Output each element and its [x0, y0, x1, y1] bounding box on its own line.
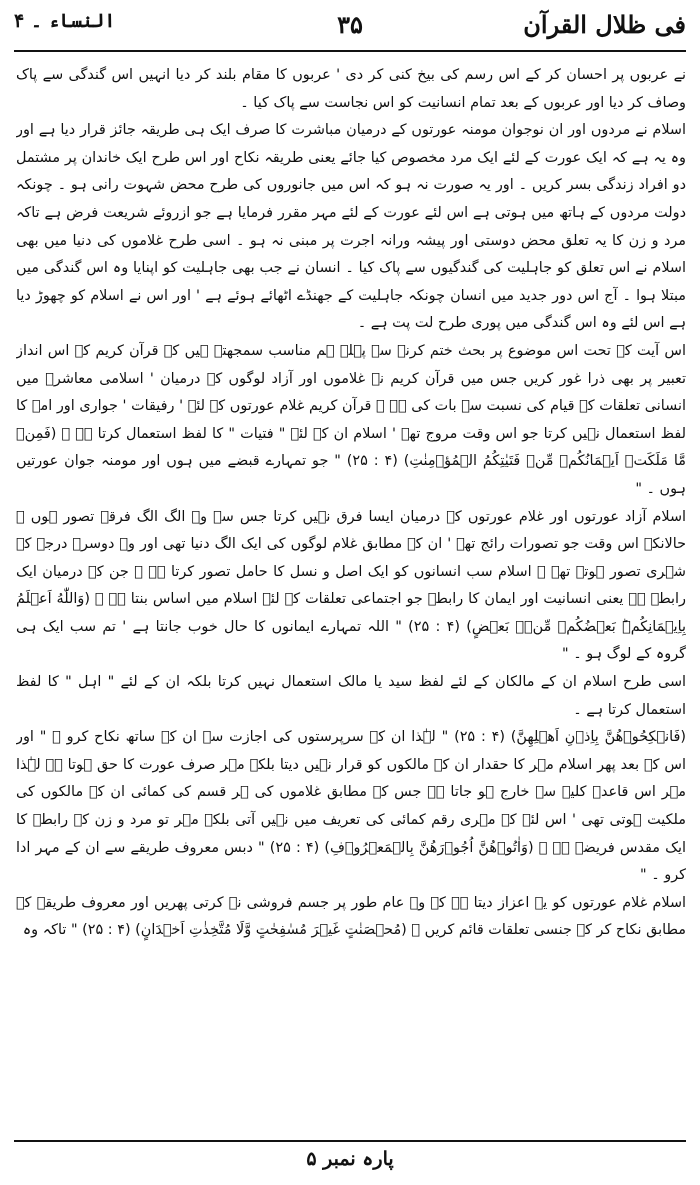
body-text — [16, 62, 686, 1130]
paragraph: (فَانۡكِحُوۡهُنَّ بِاِذۡنِ اَهۡلِهِنَّ) (۴ : ۲۵) " لہٰذا ان کے سرپرستوں کی اجازت سے ان کے ساتھ نکاح کرو ۔ " اور اس کے بعد پھر اسلام مہر کا حقدار ان کے مالکوں کو قرار نہیں دیتا بلکہ مہر صرف عورت کا حق ہوتا ہے لہٰذا مہر اس قاعدہ کلیہ سے خارج ہو جاتا ہے جس کے مطابق غلاموں کی ہر قسم کی کمائی ان کے مالکوں کی ملکیت ہوتی تھی ' اس لئے کہ مہری رقم کمائی کی تعریف میں نہیں آتی بلکہ مہر تو مرد و زن کے رابطے کا ایک مقدس فریضہ ہے ۔ (وَاٰتُوۡهُنَّ اُجُوۡرَهُنَّ بِالۡمَعۡرُوۡفِ) (۴ : ۲۵) " دبس معروف طریقے سے ان کے مہر ادا کرو ۔ " — [16, 729, 686, 884]
paragraph: نے عربوں پر احسان کر کے اس رسم کی بیخ کنی کر دی ' عربوں کا مقام بلند کر دیا انہیں اس گندگی سے پاک وصاف کر دیا اور عربوں کے بعد تمام انسانیت کو اس نجاست سے پاک کیا ۔ — [16, 67, 686, 111]
paragraph: اس آیت کے تحت اس موضوع پر بحث ختم کرنے سے پہلے ہم مناسب سمجھتے ہیں کہ قرآن کریم کے اس انداز تعبیر پر بھی ذرا غور کریں جس میں قرآن کریم نے غلاموں اور آزاد لوگوں کے درمیان ' اسلامی معاشرے میں انسانی تعلقات کے قیام کی نسبت سے بات کی ہے ۔ قرآن کریم غلام عورتوں کے لئے ' رفیقات ' جواری اور امہ کا لفظ استعمال نہیں کرتا جو اس وقت مروج تھے ' اسلام ان کے لئے " فتیات " کا لفظ استعمال کرتا ہے ۔ (فَمِنۡ مَّا مَلَكَتۡ اَيۡمَانُكُمۡ مِّنۡ فَتَيٰتِكُمُ الۡمُؤۡمِنٰتِ) (۴ : ۲۵) " جو تمہارے قبضے میں ہوں اور مومنہ جوان عورتیں ہوں ۔ " — [16, 342, 686, 497]
book-title: فی ظلال القرآن — [523, 10, 686, 39]
page-number: ۳۵ — [337, 10, 363, 39]
surah-name: النساء ۔ ۴ — [14, 10, 116, 32]
footer-divider — [14, 1140, 686, 1142]
para-number: پارہ نمبر ۵ — [306, 1148, 394, 1170]
paragraph: اسلام نے مردوں اور ان نوجوان مومنہ عورتوں کے درمیان مباشرت کا صرف ایک ہی طریقہ جائز قرار دیا ہے اور وہ یہ ہے کہ ایک عورت کے لئے ایک مرد مخصوص کیا جائے یعنی طریقہ نکاح اور اس طرح ایک خاندان پر مشتمل دو افراد زندگی بسر کریں ۔ اور یہ صورت نہ ہو کہ اس میں جانوروں کی طرح محض شہوت رانی ہو ۔ چونکہ دولت مردوں کے ہاتھ میں ہوتی ہے اس لئے عورت کے لئے مہر مقرر فرمایا ہے جو ازروئے شریعت فرض ہے تاکہ مرد و زن کا یہ تعلق محض دوستی اور پیشہ ورانہ اجرت پر مبنی نہ ہو ۔ اسی طرح غلاموں کی دنیا میں بھی اسلام نے اس تعلق کو جاہلیت کی گندگیوں سے پاک کیا ۔ انسان نے جب بھی جاہلیت کو اپنایا وہ اس گندگی میں مبتلا ہوا ۔ آج اس دور جدید میں انسان چونکہ جاہلیت کے جھنڈے اٹھائے ہوئے ہے ' اور اس نے اسلام کو چھوڑ دیا ہے اس لئے وہ اس گندگی میں پوری طرح لت پت ہے ۔ — [16, 122, 686, 332]
paragraph: اسی طرح اسلام ان کے مالکان کے لئے لفظ سید یا مالک استعمال نہیں کرتا بلکہ ان کے لئے " اہل " کا لفظ استعمال کرتا ہے ۔ — [16, 674, 686, 718]
paragraph: اسلام آزاد عورتوں اور غلام عورتوں کے درمیان ایسا فرق نہیں کرتا جس سے وہ الگ الگ فرقے تصور ہوں ۔ حالانکہ اس وقت جو تصورات رائج تھے ' ان کے مطابق غلام لوگوں کی ایک الگ دنیا تھی اور وہ دوسرے درجے کے شہری تصور ہوتے تھے ۔ اسلام سب انسانوں کو ایک اصل و نسل کا حامل تصور کرتا ہے ۔ جن کے درمیان ایک رابطہ ہے یعنی انسانیت اور ایمان کا رابطہ جو اجتماعی تعلقات کے لئے اسلام میں اساس بنتا ہے ۔ (وَاللّٰهُ اَعۡلَمُ بِاِيۡمَانِكُمۡ‌ؕ بَعۡضُكُمۡ مِّنۡۢ بَعۡضٍ) (۴ : ۲۵) " اللہ تمہارے ایمانوں کا حال خوب جانتا ہے ' تم سب ایک ہی گروہ کے لوگ ہو ۔ " — [16, 508, 686, 663]
page-header — [14, 6, 686, 50]
header-divider — [14, 50, 686, 52]
paragraph: اسلام غلام عورتوں کو یہ اعزاز دیتا ہے کہ وہ عام طور پر جسم فروشی نہ کرتی پھریں اور معروف طریقے کے مطابق نکاح کر کے جنسی تعلقات قائم کریں ۔ (مُحۡصَنٰتٍ غَيۡرَ مُسٰفِحٰتٍ وَّلَا مُتَّخِذٰتِ اَخۡدَانٍ) (۴ : ۲۵) " تاکہ وہ — [16, 894, 686, 939]
